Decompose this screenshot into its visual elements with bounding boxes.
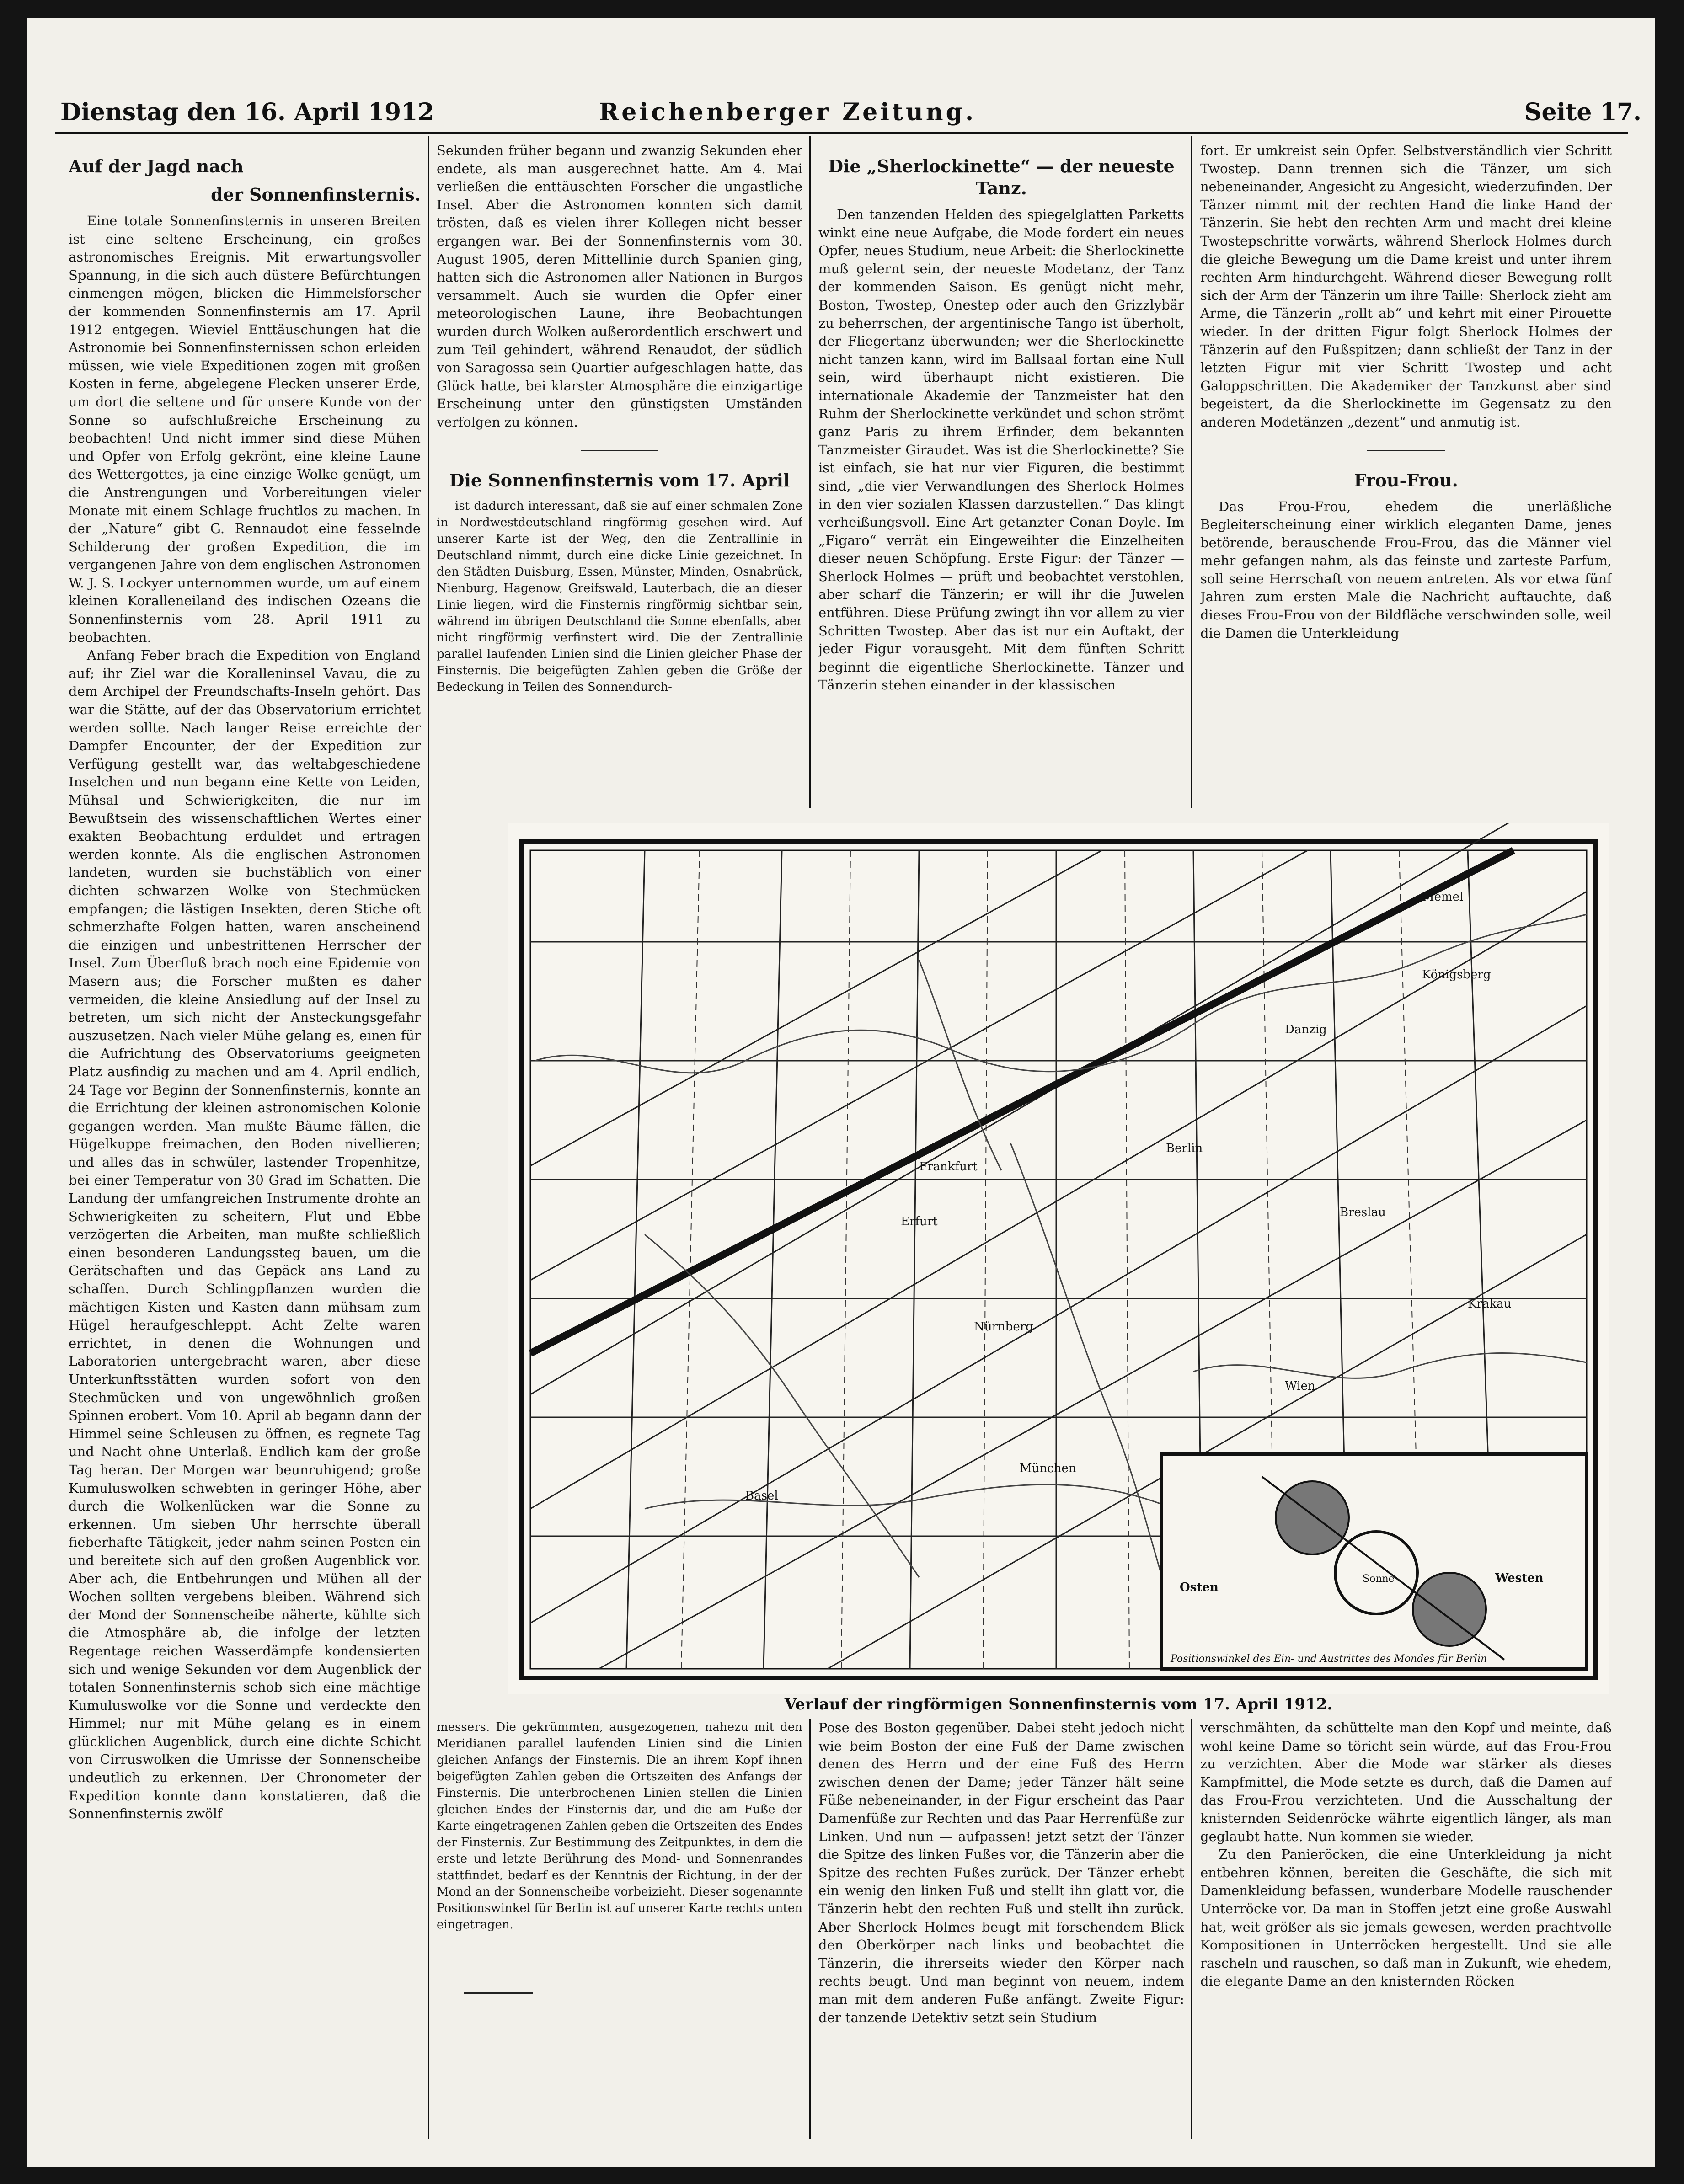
map-city-label: Nürnberg xyxy=(974,1320,1033,1334)
article-title-jagd-line2: der Sonnenfinsternis. xyxy=(211,184,421,205)
article-column-3 xyxy=(818,155,1184,809)
map-city-label: Memel xyxy=(1422,890,1464,904)
article-paragraph: Den tanzenden Helden des spiegelglatten Parketts winkt eine neue Aufgabe, die Mode fordert ein neues Opfer, neues Studium, neue Arbeit: die Sherlockinette muß gelernt sein, der neueste Modetanz, der Tanz der kommenden Saison. Es genügt nicht mehr, Boston, Twostep, Onestep oder auch den Grizzlybär zu beherrschen, der argentinische Tango ist überholt, der Fliegertanz überwunden; wer die Sherlockinette nicht tanzen kann, wird im Ballsaal fortan eine Null sein, wird überhaupt nicht existieren. Die internationale Akademie der Tanzmeister hat den Ruhm der Sherlockinette verkündet und schon strömt ganz Paris zu ihrem Erfinder, dem bekannten Tanzmeister Giraudet. Was ist die Sherlockinette? Sie ist einfach, sie hat nur vier Figuren, die bestimmt sind, „die vier Verwandlungen des Sherlock Holmes in den vier sozialen Klassen darzustellen.“ Das klingt verheißungsvoll. Eine Art getanzter Conan Doyle. Im „Figaro“ verrät ein Eingeweihter die Einzelheiten dieser neuen Schöpfung. Erste Figur: der Tänzer — Sherlock Holmes — prüft und beobachtet verstohlen, aber scharf die Tänzerin; er will ihr die Juwelen entführen. Diese Prüfung zwingt ihn vor allem zu vier Schritten Twostep. Aber das ist nur ein Auftakt, der jeder Figur vorausgeht. Mit dem fünften Schritt beginnt die eigentliche Sherlockinette. Tänzer und Tänzerin stehen einander in der klassischen xyxy=(818,207,1184,693)
column-divider xyxy=(428,136,429,2139)
map-city-label: Frankfurt xyxy=(919,1160,978,1174)
map-caption: Verlauf der ringförmigen Sonnenfinsternis vom 17. April 1912. xyxy=(784,1695,1333,1714)
column-divider xyxy=(809,1719,811,2139)
article-continuation: Pose des Boston gegenüber. Dabei steht jedoch nicht wie beim Boston der eine Fuß der Dame zwischen denen des Herrn und der eine Fuß des Herrn zwischen denen der Dame; jeder Tänzer hält seine Füße nebeneinander, in der Figur erscheint das Paar Damenfüße zur Rechten und das Paar Herrenfüße zur Linken. Und nun — aufpassen! jetzt setzt der Tänzer die Spitze des linken Fußes vor, die Tänzerin aber die Spitze des rechten Fußes zurück. Der Tänzer erhebt ein wenig den linken Fuß und stellt ihn glatt vor, die Tänzerin hebt den rechten Fuß und stellt ihn zurück. Aber Sherlock Holmes beugt mit forschendem Blick den Oberkörper nach links und beobachtet die Tänzerin, die ihrerseits wieder den Körper nach rechts beugt. Und man beginnt von neuem, indem man mit dem anderen Fuße anfängt. Zweite Figur: der tanzende Detektiv setzt sein Studium xyxy=(818,1720,1184,2025)
inset-label-right: Westen xyxy=(1495,1571,1544,1585)
map-city-label: Königsberg xyxy=(1422,968,1491,982)
article-paragraph: Anfang Feber brach die Expedition von England auf; ihr Ziel war die Koralleninsel Vavau, die zu dem Archipel der Freundschafts-Inseln gehört. Das war die Stätte, auf der das Observatorium errichtet werden sollte. Nach langer Reise erreichte der Dampfer Encounter, der der Expedition zur Verfügung gestellt war, das weltabgeschiedene Inselchen und nun begann eine Kette von Leiden, Mühsal und Schwierigkeiten, die nur im Bewußtsein des wissenschaftlichen Wertes einer exakten Beobachtung erduldet und ertragen werden konnte. Als die englischen Astronomen landeten, wurden sie buchstäblich von einer dichten schwarzen Wolke von Stechmücken empfangen; die lästigen Insekten, deren Stiche oft schmerzhafte Folgen hatten, waren anscheinend die einzigen und unbestrittenen Herrscher der Insel. Zum Überfluß brach noch eine Epidemie von Masern aus; die Forscher mußten es daher vermeiden, die kleine Ansiedlung auf der Insel zu betreten, um sich nicht der Ansteckungsgefahr auszusetzen. Nach vieler Mühe gelang es, einen für die Aufrichtung des Observatoriums geeigneten Platz ausfindig zu machen und am 4. April endlich, 24 Tage vor Beginn der Sonnenfinsternis, konnte an die Errichtung der kleinen astronomischen Kolonie gegangen werden. Man mußte Bäume fällen, die Hügelkuppe freimachen, den Boden nivellieren; und alles das in schwüler, lastender Tropenhitze, bei einer Temperatur von 30 Grad im Schatten. Die Landung der umfangreichen Instrumente drohte an Schwierigkeiten zu scheitern, Flut und Ebbe verzögerten die Arbeiten, man mußte schließlich einen besonderen Landungssteg bauen, um die Gerätschaften und das Gepäck ans Land zu schaffen. Durch Schlingpflanzen wurden die mächtigen Kisten und Kasten dann mühsam zum Hügel heraufgeschleppt. Acht Zelte waren errichtet, in denen die Wohnungen und Laboratorien untergebracht waren, aber diese Unterkunftsstätten wurden sofort von den Stechmücken und von ungewöhnlich großen Spinnen erobert. Vom 10. April ab begann dann der Himmel seine Schleusen zu öffnen, es regnete Tag und Nacht ohne Unterlaß. Endlich kam der große Tag heran. Der Morgen war beunruhigend; große Kumuluswolken schwebten in geringer Höhe, aber durch die Wolkenlücken war die Sonne zu erkennen. Um sieben Uhr herrschte überall fieberhafte Tätigkeit, jeder nahm seinen Posten ein und bereitete sich auf den großen Augenblick vor. Aber ach, die Entbehrungen und Mühen all der Wochen sollten vergebens bleiben. Während sich der Mond der Sonnenscheibe näherte, kühlte sich die Atmosphäre ab, die infolge der letzten Regentage reichen Wasserdämpfe kondensierten sich und wenige Sekunden vor dem Augenblick der totalen Sonnenfinsternis schob sich eine mächtige Kumuluswolke vor die Sonne und verdeckte den Himmel; nur mit Mühe gelang es in einem glücklichen Augenblick, durch eine dichte Schicht von Cirruswolken die Umrisse der Sonnenscheibe undeutlich zu erkennen. Der Chronometer der Expedition konnte dann konstatieren, daß die Sonnenfinsternis zwölf xyxy=(69,647,421,1822)
article-separator xyxy=(1367,450,1445,451)
article-continuation: fort. Er umkreist sein Opfer. Selbstverständlich vier Schritt Twostep. Dann trennen sich die Tänzer, um sich nebeneinander, Angesicht zu Angesicht, wiederzufinden. Der Tänzer nimmt mit der rechten Hand die linke Hand der Tänzerin. Sie hebt den rechten Arm und macht drei kleine Twostepschritte vorwärts, während Sherlock Holmes durch die gleiche Bewegung um die Dame kreist und unter ihrem rechten Arm hindurchgeht. Während dieser Bewegung rollt sich der Arm der Tänzerin um ihre Taille: Sherlock zieht am Arme, die Tänzerin „rollt ab“ und kehrt mit einer Pirouette wieder. In der dritten Figur folgt Sherlock Holmes der Tänzerin auf den Fußspitzen; dann schließt der Tanz in der letzten Figur mit vier Schritt Twostep und acht Galoppschritten. Die Akademiker der Tanzkunst aber sind begeistert, da die Sherlockinette im Gegensatz zu den anderen Modetänzen „dezent“ und anmutig ist. xyxy=(1200,143,1612,430)
article-continuation: verschmähten, da schüttelte man den Kopf und meinte, daß wohl keine Dame so töricht sein würde, auf das Frou-Frou zu verzichten. Aber die Mode war stärker als dieses Kampfmittel, die Mode setzte es durch, daß die Damen auf das Frou-Frou verzichteten. Und die Ausschaltung der knisternden Seidenröcke währte eigentlich länger, als man geglaubt hatte. Nun kommen sie wieder. xyxy=(1200,1720,1612,1844)
article-paragraph: Das Frou-Frou, ehedem die unerläßliche Begleiterscheinung einer wirklich eleganten Dame, jenes betörende, berauschende Frou-Frou, das die Männer viel mehr gefangen nahm, als das feinste und zarteste Parfum, soll seine Herrschaft von neuem antreten. Als vor etwa fünf Jahren zum ersten Male die Nachricht auftauchte, daß dieses Frou-Frou von der Bildfläche verschwinden solle, weil die Damen die Unterkleidung xyxy=(1200,498,1612,641)
article-column-4-bottom xyxy=(1200,1719,1612,2140)
inset-caption: Positionswinkel des Ein- und Austrittes des Mondes für Berlin xyxy=(1171,1653,1487,1665)
eclipse-map xyxy=(508,823,1609,1694)
map-city-label: München xyxy=(1020,1462,1076,1475)
newspaper-page xyxy=(27,18,1655,2167)
newspaper-title: Reichenberger Zeitung. xyxy=(599,98,977,126)
map-city-label: Krakau xyxy=(1468,1297,1512,1311)
header-rule xyxy=(55,132,1628,134)
article-separator xyxy=(464,1992,533,1994)
issue-date: Dienstag den 16. April 1912 xyxy=(60,98,434,126)
article-continuation: Sekunden früher begann und zwanzig Sekunden eher endete, als man ausgerechnet hatte. Am 4. Mai verließen die enttäuschten Forscher die ungastliche Insel. Aber die Astronomen konnten sich damit trösten, daß es vielen ihrer Kollegen nicht besser ergangen war. Bei der Sonnenfinsternis vom 30. August 1905, deren Mittellinie durch Spanien ging, hatten sich die Astronomen aller Nationen in Burgos versammelt. Auch sie wurden die Opfer einer meteorologischen Laune, ihre Beobachtungen wurden durch Wolken außerordentlich erschwert und zum Teil gehindert, während Renaudot, der südlich von Saragossa sein Quartier aufgeschlagen hatte, das Glück hatte, bei klarster Atmosphäre die einzigartige Erscheinung unter den günstigsten Umständen verfolgen zu können. xyxy=(437,143,802,430)
article-paragraph: ist dadurch interessant, daß sie auf einer schmalen Zone in Nordwestdeutschland ringförmig gesehen wird. Auf unserer Karte ist der Weg, den die Zentrallinie in Deutschland nimmt, durch eine dicke Linie gezeichnet. In den Städten Duisburg, Essen, Münster, Minden, Osnabrück, Nienburg, Hagenow, Greifswald, Lauterbach, die an dieser Linie liegen, wird die Finsternis ringförmig sichtbar sein, während im übrigen Deutschland die Sonne ebenfalls, aber nicht ringförmig verfinstert wird. Die der Zentrallinie parallel laufenden Linien sind die Linien gleicher Phase der Finsternis. Die beigefügten Zahlen geben die Größe der Bedeckung in Teilen des Sonnendurch- xyxy=(437,499,802,694)
central-line xyxy=(530,850,1513,1353)
map-city-label: Danzig xyxy=(1285,1023,1327,1036)
article-paragraph: Eine totale Sonnenfinsternis in unseren Breiten ist eine seltene Erscheinung, ein großes astronomisches Ereignis. Mit erwartungsvoller Spannung, in die sich auch düstere Befürchtungen einmengen mögen, blicken die Himmelsforscher der kommenden Sonnenfinsternis am 17. April 1912 entgegen. Wieviel Enttäuschungen hat die Astronomie bei Sonnenfinsternissen schon erleiden müssen, wie viele Expeditionen zogen mit großen Kosten in ferne, abgelegene Flecken unserer Erde, um dort die seltene und für unsere Kunde von der Sonne so aufschlußreiche Erscheinung zu beobachten! Und nicht immer sind diese Mühen und Opfer von Erfolg gekrönt, eine kleine Laune des Wettergottes, ja eine einzige Wolke genügt, um die Anstrengungen und Vorbereitungen vieler Monate mit einem Schlage fruchtlos zu machen. In der „Nature“ gibt G. Rennaudot eine fesselnde Schilderung der großen Expedition, die im vergangenen Jahre von dem englischen Astronomen W. J. S. Lockyer unternommen wurde, um auf einem kleinen Koralleneiland des indischen Ozeans die Sonnenfinsternis vom 28. April 1911 zu beobachten. xyxy=(69,213,421,645)
page-number: Seite 17. xyxy=(1524,98,1641,126)
article-column-4 xyxy=(1200,142,1612,809)
map-city-label: Breslau xyxy=(1340,1206,1386,1219)
article-continuation: messers. Die gekrümmten, ausgezogenen, nahezu mit den Meridianen parallel laufenden Linien sind die Linien gleichen Anfangs der Finsternis. Die an ihrem Kopf ihnen beigefügten Zahlen geben die Ortszeiten des Anfangs der Finsternis. Die unterbrochenen Linien stellen die Linien gleichen Endes der Finsternis dar, und die am Fuße der Karte eingetragenen Zahlen geben die Ortszeiten des Endes der Finsternis. Zur Bestimmung des Zeitpunktes, in dem die erste und letzte Berührung des Mond- und Sonnenrandes stattfindet, bedarf es der Kenntnis der Richtung, in der der Mond an der Sonnenscheibe vorbeizieht. Dieser sogenannte Positionswinkel für Berlin ist auf unserer Karte rechts unten eingetragen. xyxy=(437,1720,802,1932)
eclipse-map-drawing xyxy=(508,823,1609,1694)
map-city-label: Erfurt xyxy=(901,1215,938,1228)
map-city-label: Berlin xyxy=(1166,1142,1203,1155)
column-divider xyxy=(1191,136,1192,808)
column-divider xyxy=(1191,1719,1192,2139)
column-divider xyxy=(809,136,811,808)
inset-label-center: Sonne xyxy=(1363,1573,1395,1585)
article-separator xyxy=(581,450,658,451)
article-column-3-bottom xyxy=(818,1719,1184,2140)
article-title-sonnenfinsternis: Die Sonnenfinsternis vom 17. April xyxy=(449,470,790,491)
article-title-jagd-line1: Auf der Jagd nach xyxy=(69,156,244,176)
inset-label-left: Osten xyxy=(1180,1581,1219,1594)
article-column-2-bottom xyxy=(437,1719,802,2140)
map-city-label: Basel xyxy=(745,1489,778,1503)
article-column-2 xyxy=(437,142,802,809)
article-title-sherlockinette: Die „Sherlockinette“ — der neueste Tanz. xyxy=(828,156,1175,198)
article-title-froufrou: Frou-Frou. xyxy=(1354,470,1458,491)
article-column-1 xyxy=(69,155,421,2140)
map-city-label: Wien xyxy=(1285,1379,1315,1393)
article-paragraph: Zu den Panieröcken, die eine Unterkleidung ja nicht entbehren können, bereiten die Geschäfte, die sich mit Damenkleidung befassen, wunderbare Modelle rauschender Unterröcke vor. Da man in Stoffen jetzt eine große Auswahl hat, weit größer als sie jemals gewesen, werden prachtvolle Kompositionen in Unterröcken hergestellt. Und sie alle rascheln und rauschen, so daß man in Zukunft, wie ehedem, die elegante Dame an den knisternden Röcken xyxy=(1200,1847,1612,1989)
